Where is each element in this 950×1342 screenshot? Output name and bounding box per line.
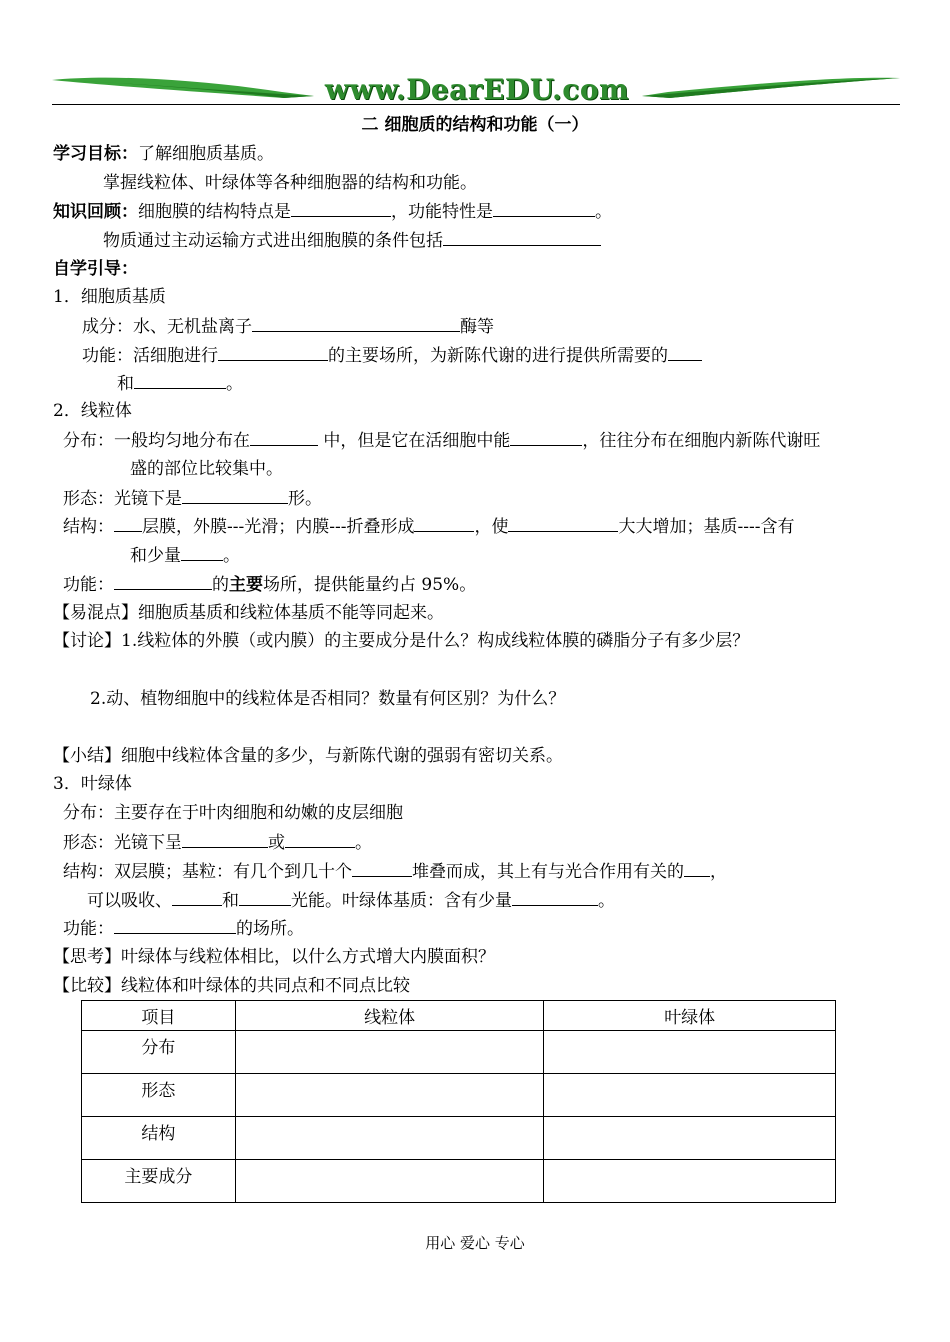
table-cell[interactable] bbox=[235, 1117, 544, 1160]
table-cell[interactable] bbox=[544, 1074, 836, 1117]
table-row bbox=[82, 1074, 836, 1117]
table-row bbox=[82, 1117, 836, 1160]
blank[interactable] bbox=[134, 372, 226, 389]
blank[interactable] bbox=[218, 344, 328, 361]
page-footer: 用心 爱心 专心 bbox=[425, 1234, 525, 1252]
blank[interactable] bbox=[182, 487, 288, 504]
s1-composition: 成分：水、无机盐离子 酶等 bbox=[82, 317, 494, 337]
s2-function: 功能： 的主要场所，提供能量约占 95%。 bbox=[63, 575, 477, 595]
s2-structure: 结构： 层膜，外膜---光滑；内膜---折叠形成 ，使 大大增加；基质----含有 bbox=[63, 517, 795, 537]
table-header-cell: 叶绿体 bbox=[544, 1001, 836, 1031]
guide-label: 自学引导： bbox=[53, 259, 138, 279]
blank[interactable] bbox=[510, 429, 582, 446]
blank[interactable] bbox=[182, 831, 268, 848]
compare-note: 【比较】线粒体和叶绿体的共同点和不同点比较 bbox=[53, 976, 410, 996]
row-label: 形态 bbox=[82, 1074, 236, 1117]
s3-structure: 结构：双层膜；基粒：有几个到几十个 堆叠而成，其上有与光合作用有关的 ， bbox=[63, 862, 727, 882]
table-row bbox=[82, 1160, 836, 1203]
header-rule bbox=[52, 104, 900, 105]
s1-function-cont: 和 。 bbox=[117, 374, 243, 394]
blank[interactable] bbox=[493, 200, 595, 217]
row-label: 结构 bbox=[82, 1117, 236, 1160]
s3-shape: 形态：光镜下呈 或 。 bbox=[63, 833, 372, 853]
blank[interactable] bbox=[414, 515, 474, 532]
section-2-heading: 2．线粒体 bbox=[53, 401, 132, 421]
blank[interactable] bbox=[181, 544, 223, 561]
comparison-table bbox=[81, 1000, 836, 1203]
goals-line-2: 掌握线粒体、叶绿体等各种细胞器的结构和功能。 bbox=[103, 173, 477, 193]
table-cell[interactable] bbox=[235, 1031, 544, 1074]
discuss-q2: 2.动、植物细胞中的线粒体是否相同？数量有何区别？为什么？ bbox=[90, 689, 566, 709]
table-cell[interactable] bbox=[544, 1160, 836, 1203]
blank[interactable] bbox=[443, 229, 601, 246]
section-3-heading: 3．叶绿体 bbox=[53, 774, 132, 794]
site-logo: www.DearEDU.com bbox=[324, 73, 630, 106]
table-cell[interactable] bbox=[235, 1160, 544, 1203]
goals-label: 学习目标： bbox=[53, 144, 138, 164]
blank[interactable] bbox=[508, 515, 618, 532]
table-header-cell: 项目 bbox=[82, 1001, 236, 1031]
blank[interactable] bbox=[684, 860, 710, 877]
goals-line-1: 学习目标：了解细胞质基质。 bbox=[53, 144, 274, 164]
section-1-heading: 1．细胞质基质 bbox=[53, 287, 166, 307]
confuse-note: 【易混点】细胞质基质和线粒体基质不能等同起来。 bbox=[53, 603, 444, 623]
table-header-cell: 线粒体 bbox=[235, 1001, 544, 1031]
s3-structure-cont: 可以吸收、 和 光能。叶绿体基质：含有少量 。 bbox=[87, 891, 615, 911]
blank[interactable] bbox=[512, 889, 598, 906]
s2-distribution-cont: 盛的部位比较集中。 bbox=[130, 459, 283, 479]
table-row bbox=[82, 1031, 836, 1074]
blank[interactable] bbox=[291, 200, 391, 217]
blank[interactable] bbox=[172, 889, 222, 906]
table-cell[interactable] bbox=[235, 1074, 544, 1117]
blank[interactable] bbox=[285, 831, 355, 848]
discuss-q1: 【讨论】1.线粒体的外膜（或内膜）的主要成分是什么？构成线粒体膜的磷脂分子有多少层？ bbox=[53, 631, 750, 651]
blank[interactable] bbox=[239, 889, 291, 906]
s2-shape: 形态：光镜下是 形。 bbox=[63, 489, 322, 509]
blank[interactable] bbox=[352, 860, 412, 877]
review-line-1: 知识回顾：细胞膜的结构特点是 ，功能特性是 。 bbox=[53, 202, 612, 222]
blank[interactable] bbox=[250, 429, 318, 446]
table-cell[interactable] bbox=[544, 1031, 836, 1074]
s2-distribution: 分布：一般均匀地分布在 中，但是它在活细胞中能 ，往往分布在细胞内新陈代谢旺 bbox=[63, 431, 821, 451]
review-line-2: 物质通过主动运输方式进出细胞膜的条件包括 bbox=[103, 229, 601, 252]
blank[interactable] bbox=[114, 917, 236, 934]
summary-note: 【小结】细胞中线粒体含量的多少，与新陈代谢的强弱有密切关系。 bbox=[53, 746, 563, 766]
row-label: 主要成分 bbox=[82, 1160, 236, 1203]
table-cell[interactable] bbox=[544, 1117, 836, 1160]
page-title: 二 细胞质的结构和功能（一） bbox=[361, 115, 589, 135]
site-banner bbox=[52, 70, 900, 106]
s3-distribution: 分布：主要存在于叶肉细胞和幼嫩的皮层细胞 bbox=[63, 803, 403, 823]
table-header-row bbox=[82, 1001, 836, 1031]
s1-function: 功能：活细胞进行 的主要场所，为新陈代谢的进行提供所需要的 bbox=[82, 344, 702, 367]
blank[interactable] bbox=[114, 515, 142, 532]
think-note: 【思考】叶绿体与线粒体相比，以什么方式增大内膜面积？ bbox=[53, 947, 495, 967]
blank[interactable] bbox=[252, 315, 460, 332]
row-label: 分布 bbox=[82, 1031, 236, 1074]
s2-structure-cont: 和少量 。 bbox=[130, 546, 240, 566]
blank[interactable] bbox=[114, 573, 212, 590]
s3-function: 功能： 的场所。 bbox=[63, 919, 304, 939]
blank[interactable] bbox=[668, 344, 702, 361]
